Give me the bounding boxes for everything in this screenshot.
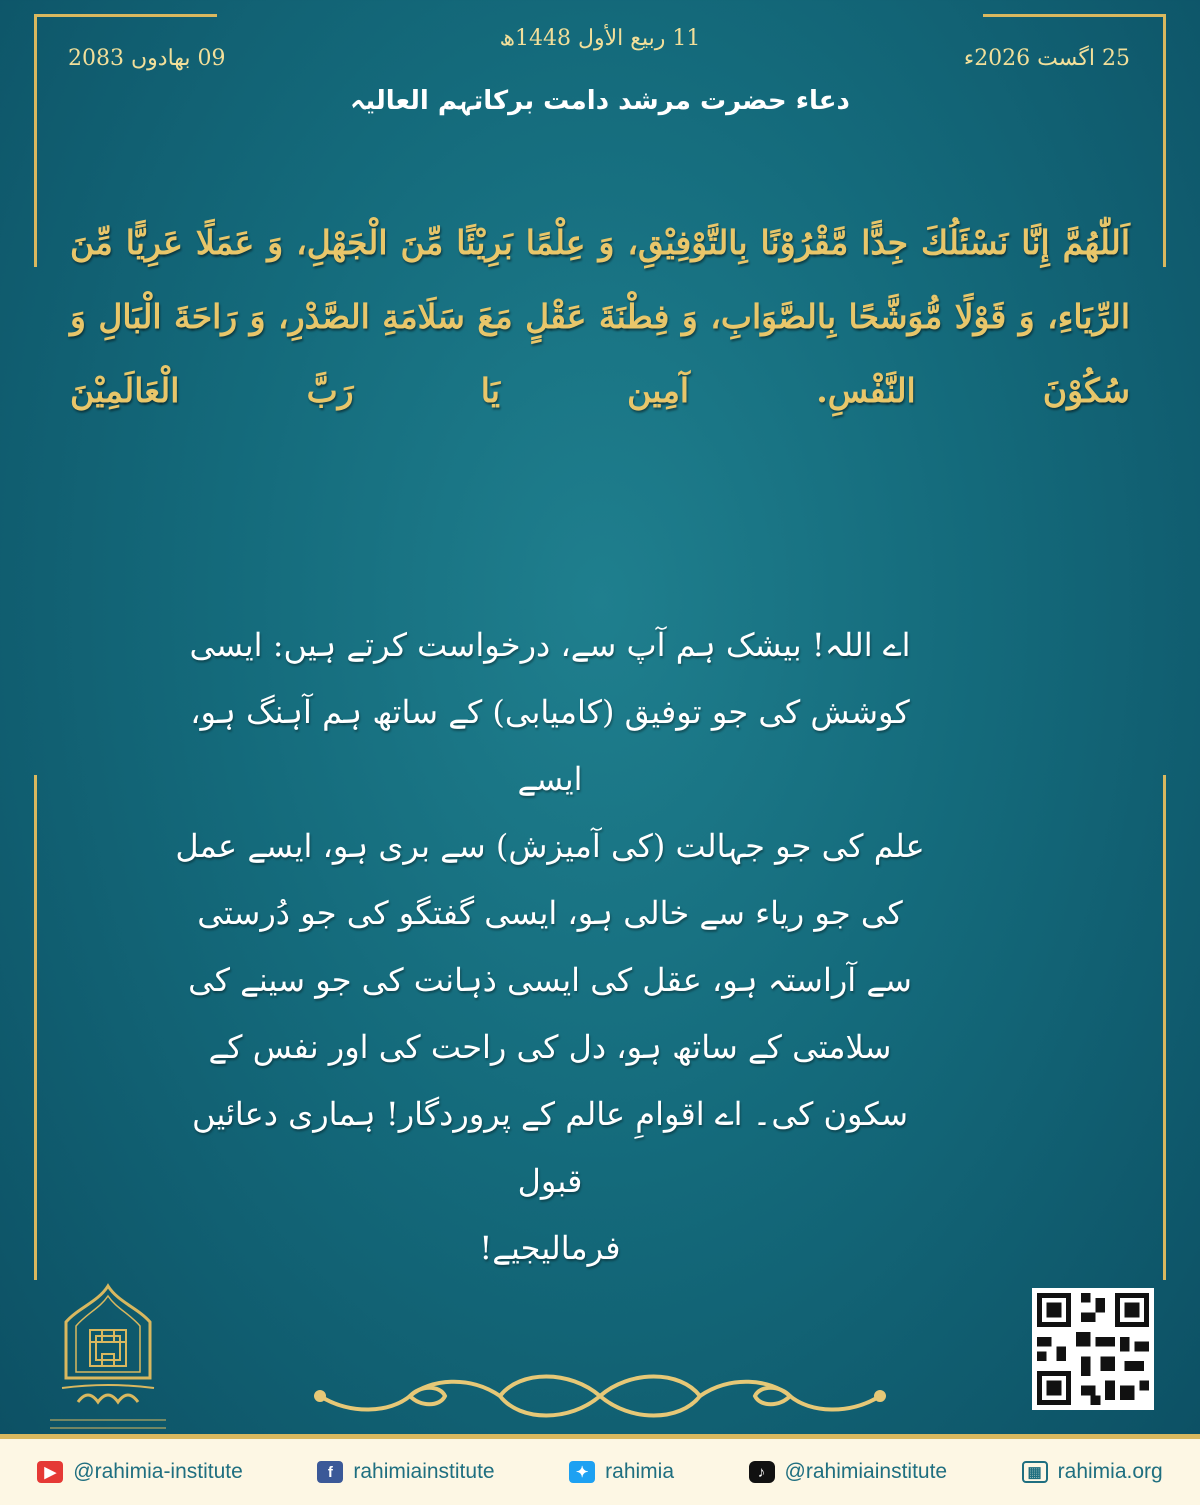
page-title: دعاء حضرت مرشد دامت برکاتہم العالیہ: [350, 86, 850, 116]
urdu-line: علم کی جو جہالت (کی آمیزش) سے بری ہو، ایسے عمل: [175, 827, 925, 865]
urdu-line: اے اللہ! بیشک ہم آپ سے، درخواست کرتے ہیں: ایسی: [189, 626, 911, 664]
gold-ornament: [300, 1365, 900, 1427]
youtube-handle: @rahimia-institute: [73, 1460, 243, 1483]
qr-code: [1032, 1288, 1154, 1410]
urdu-line: کوشش کی جو توفیق (کامیابی) کے ساتھ ہم آہنگ ہو، ایسے: [190, 693, 910, 798]
urdu-line: سلامتی کے ساتھ ہو، دل کی راحت کی اور نفس کے: [208, 1028, 892, 1066]
twitter-icon: ✦: [569, 1461, 595, 1483]
frame-side-left: [34, 775, 40, 1280]
tiktok-link[interactable]: [749, 1460, 948, 1484]
tiktok-handle: @rahimiainstitute: [784, 1460, 948, 1483]
urdu-line: کی جو ریاء سے خالی ہو، ایسی گفتگو کی جو دُرستی: [197, 894, 903, 932]
facebook-handle: rahimiainstitute: [353, 1460, 495, 1483]
website-link[interactable]: [1022, 1460, 1163, 1484]
website-url: rahimia.org: [1057, 1460, 1163, 1483]
bikrami-date: 09 بھادوں 2083: [68, 46, 226, 71]
arabic-dua-text: اَللّٰھُمَّ إِنَّا نَسْئَلُكَ جِدًّا مَّقْرُوْنًا بِالتَّوْفِيْقِ، وَ عِلْمًا بَرِيْئًا مِّنَ الْجَهْلِ، وَ عَمَلًا عَرِيًّا مِّنَ الرِّيَاءِ، وَ قَوْلًا مُّوَشَّحًا بِالصَّوَابِ، وَ فِطْنَةَ عَقْلٍ مَعَ سَلَامَةِ الصَّدْرِ، وَ رَاحَةَ الْبَالِ وَ سُكُوْنَ النَّفْسِ. آمِین یَا رَبَّ الْعَالَمِیْنَ: [70, 223, 1130, 410]
youtube-icon: ▶: [37, 1461, 63, 1483]
urdu-line: فرمالیجیے!: [479, 1229, 621, 1267]
social-footer: [0, 1434, 1200, 1505]
facebook-icon: f: [317, 1461, 343, 1483]
gregorian-date: 25 اگست 2026ء: [963, 46, 1130, 71]
youtube-link[interactable]: [37, 1460, 243, 1484]
rahimia-logo: [38, 1278, 178, 1438]
urdu-translation: [170, 612, 930, 1282]
frame-side-right: [1160, 775, 1166, 1280]
facebook-link[interactable]: [317, 1460, 494, 1484]
urdu-line: سے آراستہ ہو، عقل کی ایسی ذہانت کی جو سینے کی: [188, 961, 912, 999]
tiktok-icon: ♪: [749, 1461, 775, 1483]
urdu-line: سکون کی۔ اے اقوامِ عالم کے پروردگار! ہماری دعائیں قبول: [191, 1095, 908, 1200]
website-icon: ▦: [1022, 1461, 1048, 1483]
twitter-handle: rahimia: [605, 1460, 674, 1483]
hijri-date: 11 ربیع الأول 1448ھ: [499, 26, 701, 51]
twitter-link[interactable]: [569, 1460, 674, 1484]
